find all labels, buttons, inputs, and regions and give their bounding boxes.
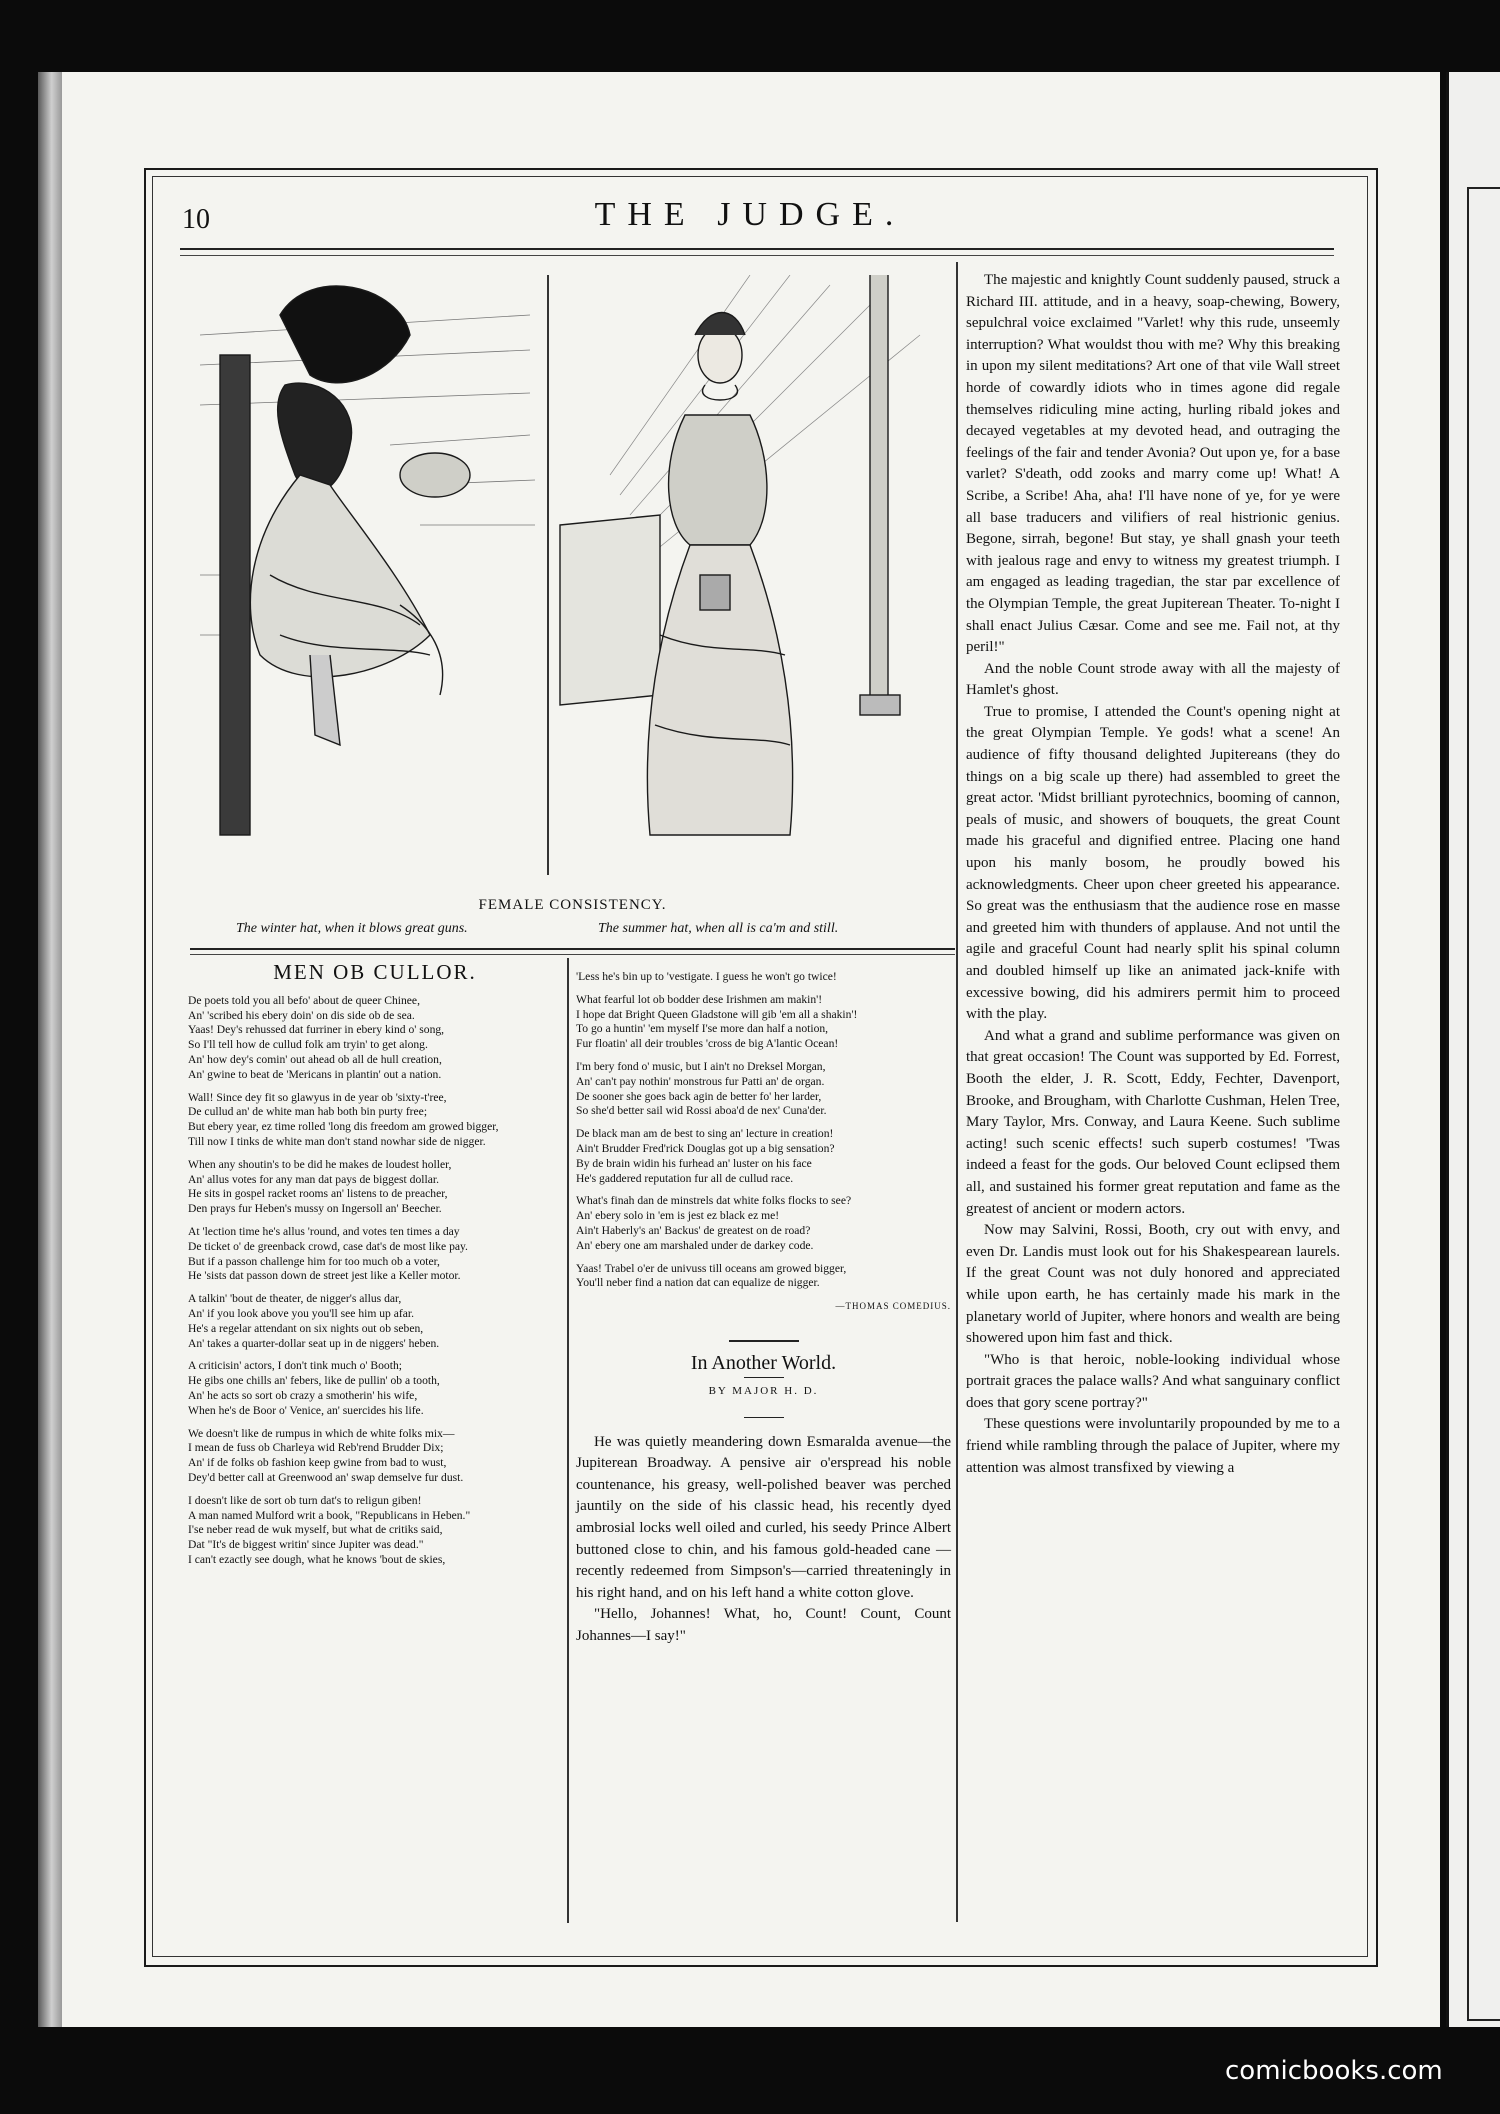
poem-line: He sits in gospel racket rooms an' listens to de preacher, <box>188 1187 448 1201</box>
poem-line: 'Less he's bin up to 'vestigate. I guess he won't go twice! <box>576 970 837 983</box>
poem-stanza <box>188 1494 562 1568</box>
masthead-rule <box>180 248 1334 250</box>
poem-line: Till now I tinks de white man don't stand nowhar side de nigger. <box>188 1134 486 1148</box>
cartoon-illustration <box>190 275 955 890</box>
poem-stanza <box>188 1225 562 1284</box>
poem-stanza <box>576 970 951 985</box>
poem-line: An' 'scribed his ebery doin' on dis side ob de sea. <box>188 1008 415 1022</box>
poem-line: An' if de folks ob fashion keep gwine from bad to wust, <box>188 1456 447 1470</box>
poem-line: So I'll tell how de cullud folk am tryin' to get along. <box>188 1038 428 1052</box>
poem-line: Fur floatin' all deir troubles 'cross de big A'lantic Ocean! <box>576 1037 839 1051</box>
story-paragraph: And what a grand and sublime performance was given on that great occasion! The Count was supported by Ed. Forrest, Booth the elder, J. R. Scott, Eddy, Fechter, Davenport, Brooke, and Brougham, with Charlotte Cushman, Helen Tree, Mary Taylor, Mrs. Conway, and Laura Keene. Such sublime acting! such scenic effects! such superb costumes! 'Twas indeed a feast for the gods. Our beloved Count eclipsed them all, and sustained his former great reputation and fame as the greatest of ancient or modern actors. <box>966 1027 1340 1217</box>
column-divider <box>567 958 569 1923</box>
poem-line: I mean de fuss ob Charleya wid Reb'rend Brudder Dix; <box>188 1441 444 1455</box>
poem-line: He's gaddered reputation fur all de cullud race. <box>576 1171 794 1185</box>
section-rule-thin <box>190 954 955 955</box>
poem-line: De poets told you all befo' about de queer Chinee, <box>188 993 420 1007</box>
story-paragraph: Now may Salvini, Rossi, Booth, cry out with envy, and even Dr. Landis must look out for his Shakespearean laurels. If the great Count was not duly honored and appreciated while upon earth, he has certainly made his mark in the planetary world of Jupiter, where honors and wealth are being showered upon him fast and thick. <box>966 1222 1340 1347</box>
story-paragraph: He was quietly meandering down Esmaralda avenue—the Jupiterean Broadway. A pensive air o'erspread his noble countenance, his greasy, well-polished beaver was perched jauntily on the side of his classic head, his recently dyed ambrosial locks well oiled and curled, his seedy Prince Albert buttoned close to chin, and his famous gold-headed cane —recently redeemed from Simpson's—carried threateningly in his right hand, and on his left hand a white cotton glove. <box>576 1433 951 1601</box>
poem-line: De ticket o' de greenback crowd, case dat's de most like pay. <box>188 1239 468 1253</box>
page-number: 10 <box>182 204 210 235</box>
story-paragraph: These questions were involuntarily propounded by me to a friend while rambling through the palace of Jupiter, where my attention was almost transfixed by viewing a <box>966 1416 1340 1476</box>
poem-stanza <box>188 1359 562 1418</box>
cartoon-caption-right: The summer hat, when all is ca'm and still. <box>598 921 839 936</box>
poem-stanza <box>576 1127 951 1186</box>
story-byline: BY MAJOR H. D. <box>708 1384 819 1397</box>
poem-line: I hope dat Bright Queen Gladstone will gib 'em all a shakin'! <box>576 1007 858 1021</box>
poem-line: I'm bery fond o' music, but I ain't no Dreksel Morgan, <box>576 1059 826 1073</box>
poem-line: He gibs one chills an' febers, like de pullin' ob a tooth, <box>188 1374 440 1388</box>
poem-line: You'll neber find a nation dat can equalize de nigger. <box>576 1276 820 1290</box>
poem-line: I can't ezactly see dough, what he knows 'bout de skies, <box>188 1552 446 1566</box>
cartoon-caption-left: The winter hat, when it blows great guns. <box>236 921 468 936</box>
poem-line: What's finah dan de minstrels dat white folks flocks to see? <box>576 1194 852 1208</box>
masthead-rule-thin <box>180 255 1334 256</box>
poem-line: An' allus votes for any man dat pays de biggest dollar. <box>188 1172 439 1186</box>
story-title: In Another World. <box>690 1351 837 1374</box>
story-separator-rule <box>729 1340 799 1342</box>
poem-line: Dey'd better call at Greenwood an' swap demselve fur dust. <box>188 1470 464 1484</box>
poem-column-left <box>188 960 562 1576</box>
site-watermark: comicbooks.com <box>1225 2056 1443 2086</box>
poem-line: A man named Mulford writ a book, "Republicans in Heben." <box>188 1508 471 1522</box>
poem-line: So she'd better sail wid Rossi aboa'd de nex' Cuna'der. <box>576 1104 827 1118</box>
poem-line: De black man am de best to sing an' lecture in creation! <box>576 1127 834 1141</box>
poem-stanza <box>576 1262 951 1292</box>
poem-signature: —THOMAS COMEDIUS. <box>835 1301 951 1312</box>
poem-line: An' if you look above you you'll see him up afar. <box>188 1306 415 1320</box>
poem-stanza <box>576 1060 951 1119</box>
poem-line: A criticisin' actors, I don't tink much o' Booth; <box>188 1359 402 1373</box>
masthead-title: THE JUDGE. <box>594 196 906 233</box>
poem-line: An' can't pay nothin' monstrous fur Patti an' de organ. <box>576 1074 825 1088</box>
poem-stanza <box>576 993 951 1052</box>
poem-line: What fearful lot ob bodder dese Irishmen am makin'! <box>576 992 823 1006</box>
poem-line: Yaas! Dey's rehussed dat furriner in ebery kind o' song, <box>188 1023 445 1037</box>
poem-line: A talkin' 'bout de theater, de nigger's allus dar, <box>188 1292 402 1306</box>
poem-line: By de brain widin his furhead an' luster on his face <box>576 1156 812 1170</box>
poem-stanza <box>188 1292 562 1351</box>
poem-line: He's a regelar attendant on six nights out ob seben, <box>188 1321 424 1335</box>
poem-line: When any shoutin's to be did he makes de loudest holler, <box>188 1157 452 1171</box>
poem-line: An' takes a quarter-dollar seat up in de niggers' heben. <box>188 1336 440 1350</box>
poem-line: An' ebery solo in 'em is jest ez black ez me! <box>576 1209 780 1223</box>
story-paragraph: The majestic and knightly Count suddenly paused, struck a Richard III. attitude, and in a heavy, soap-chewing, Bowery, sepulchral voice exclaimed "Varlet! why this rude, unseemly interruption? What wouldst thou with me? Why this breaking in upon my silent meditations? Art one of that vile Wall street horde of cowardly idiots who in times agone did regale themselves ridiculing mine acting, hurling ribald jokes and decayed vegetables at my devoted head, and outraging the feelings of the fair and tender Avonia? Out upon ye, for a base varlet? S'death, odd zooks and marry come up! What! A Scribe, a Scribe! Aha, aha! I'll have none of ye, for ye were all base traducers and vilifiers of real histrionic genius. Begone, sirrah, begone! But stay, ye shall gnash your teeth with jealous rage and envy to witness my greatest triumph. I am engaged as leading tragedian, the star par excellence of the Olympian Temple, the great Jupiterean Theater. To-night I shall enact Julius Cæsar. Come and see me. Fail not, at thy peril!" <box>966 272 1340 656</box>
poem-line: Wall! Since dey fit so glawyus in de year ob 'sixty-t'ree, <box>188 1090 447 1104</box>
poem-stanza <box>188 994 562 1083</box>
cartoon-title: FEMALE CONSISTENCY. <box>478 897 667 913</box>
poem-line: Yaas! Trabel o'er de univuss till oceans am growed bigger, <box>576 1261 847 1275</box>
poem-line: De cullud an' de white man hab both bin purty free; <box>188 1105 428 1119</box>
story-paragraph: True to promise, I attended the Count's opening night at the great Olympian Temple. Ye gods! what a scene! An audience of fifty thousand delighted Jupitereans (they do things on a big scale up there) had assembled to greet the great actor. 'Midst brilliant pyrotechnics, booming of cannon, peals of music, and showers of bouquets, the great Count made his graceful and dignified entree. Placing one hand upon his manly bosom, he proudly bowed his acknowledgments. Cheer upon cheer greeted his appearance. So great was the enthusiasm that the audience rose en masse and greeted him with thunders of applause. And not until the agile and graceful Count had nearly split his spinal column and doubled himself up like an animated jack-knife with excessive bowing, did his admirers permit him to proceed with the play. <box>966 703 1340 1023</box>
next-page-edge <box>1446 72 1500 2027</box>
poem-line: But if a passon challenge him for too much ob a voter, <box>188 1254 440 1268</box>
poem-line: An' he acts so sort ob crazy a smotherin' his wife, <box>188 1388 418 1402</box>
story-paragraph: And the noble Count strode away with all the majesty of Hamlet's ghost. <box>966 660 1340 699</box>
poem-stanza <box>188 1158 562 1217</box>
poem-stanza <box>188 1091 562 1150</box>
story-body-right <box>966 270 1340 1479</box>
poem-line: But ebery year, ez time rolled 'long dis freedom am growed bigger, <box>188 1120 499 1134</box>
story-paragraph: "Hello, Johannes! What, ho, Count! Count, Count Johannes—I say!" <box>576 1606 951 1644</box>
poem-line: De sooner she goes back agin de better fo' her larder, <box>576 1089 822 1103</box>
poem-line: We doesn't like de rumpus in which de white folks mix— <box>188 1426 455 1440</box>
poem-line: To go a huntin' 'em myself I'se more dan half a notion, <box>576 1022 829 1036</box>
poem-line: Den prays fur Heben's mussy on Ingersoll an' Beecher. <box>188 1202 442 1216</box>
story-paragraph: "Who is that heroic, noble-looking individual whose portrait graces the palace walls? And what sanguinary conflict does that gory scene portray?" <box>966 1351 1340 1411</box>
middle-column <box>576 970 951 1647</box>
story-body-middle <box>576 1432 951 1648</box>
poem-line: He 'sists dat passon down de street jest like a Keller motor. <box>188 1269 461 1283</box>
poem-line: An' how dey's comin' out ahead ob all de hull creation, <box>188 1052 442 1066</box>
column-divider <box>956 262 958 1922</box>
poem-line: Dat "It's de biggest writin' since Jupiter was dead." <box>188 1538 424 1552</box>
section-rule <box>190 948 955 950</box>
poem-line: At 'lection time he's allus 'round, and votes ten times a day <box>188 1224 460 1238</box>
poem-line: An' gwine to beat de 'Mericans in plantin' out a nation. <box>188 1067 442 1081</box>
poem-line: An' ebery one am marshaled under de darkey code. <box>576 1238 814 1252</box>
poem-line: I doesn't like de sort ob turn dat's to religun giben! <box>188 1493 422 1507</box>
poem-line: When he's de Boor o' Venice, an' suercides his life. <box>188 1403 424 1417</box>
poem-line: I'se neber read de wuk myself, but what de critiks said, <box>188 1523 443 1537</box>
poem-stanza <box>576 1194 951 1253</box>
poem-stanza <box>188 1427 562 1486</box>
poem-title: MEN OB CULLOR. <box>273 960 477 984</box>
poem-line: Ain't Haberly's an' Backus' de greatest on de road? <box>576 1223 811 1237</box>
poem-line: Ain't Brudder Fred'rick Douglas got up a big sensation? <box>576 1141 835 1155</box>
